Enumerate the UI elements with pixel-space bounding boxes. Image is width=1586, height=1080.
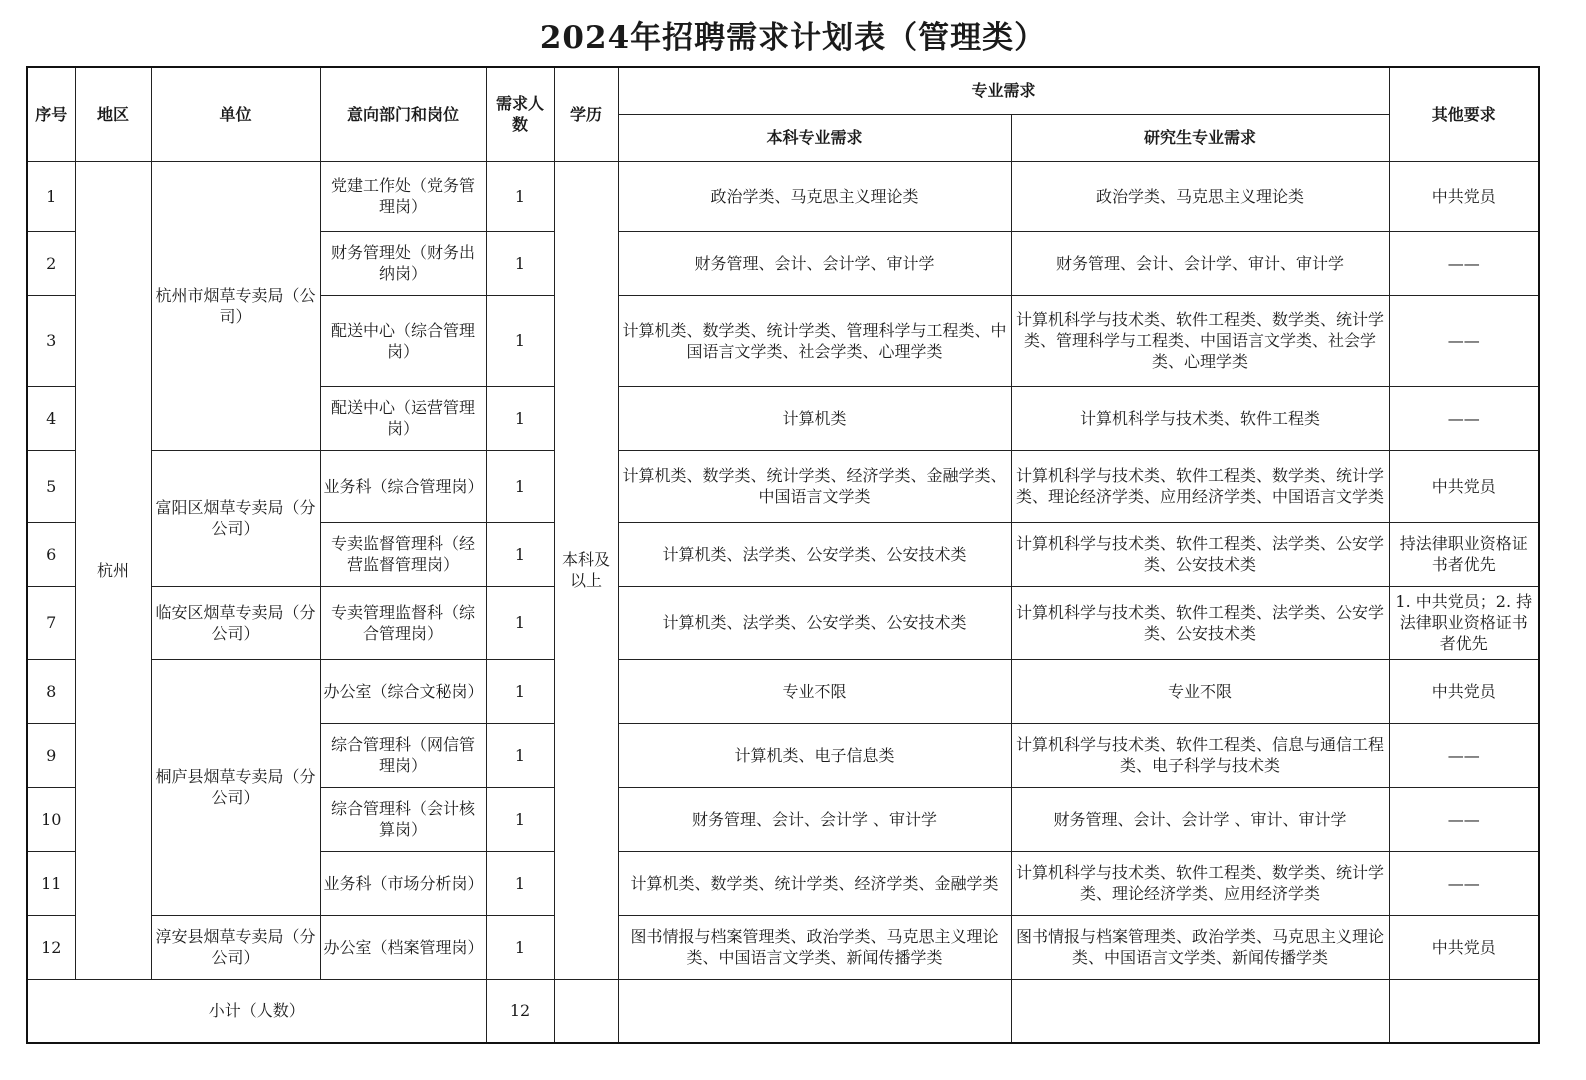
count-cell: 1 xyxy=(486,787,554,851)
undergrad-cell: 计算机类、数学类、统计学类、经济学类、金融学类 xyxy=(618,851,1011,915)
other-cell: 中共党员 xyxy=(1389,450,1539,522)
table-row xyxy=(27,659,1539,723)
grad-cell: 图书情报与档案管理类、政治学类、马克思主义理论类、中国语言文学类、新闻传播学类 xyxy=(1011,915,1389,979)
dept-cell: 财务管理处（财务出纳岗） xyxy=(320,231,486,295)
seq-cell: 8 xyxy=(27,659,75,723)
unit-cell: 淳安县烟草专卖局（分公司） xyxy=(151,915,320,979)
count-cell: 1 xyxy=(486,659,554,723)
other-cell: —— xyxy=(1389,231,1539,295)
dept-cell: 专卖监督管理科（经营监督管理岗） xyxy=(320,522,486,586)
header-region: 地区 xyxy=(75,67,151,161)
unit-cell: 桐庐县烟草专卖局（分公司） xyxy=(151,659,320,915)
seq-cell: 7 xyxy=(27,586,75,659)
seq-cell: 2 xyxy=(27,231,75,295)
table-row xyxy=(27,450,1539,522)
other-cell: —— xyxy=(1389,723,1539,787)
other-cell: —— xyxy=(1389,851,1539,915)
dept-cell: 综合管理科（会计核算岗） xyxy=(320,787,486,851)
dept-cell: 办公室（综合文秘岗） xyxy=(320,659,486,723)
header-undergrad: 本科专业需求 xyxy=(618,114,1011,161)
seq-cell: 6 xyxy=(27,522,75,586)
other-cell: 中共党员 xyxy=(1389,161,1539,231)
table-row xyxy=(27,915,1539,979)
subtotal-value: 12 xyxy=(486,979,554,1043)
count-cell: 1 xyxy=(486,386,554,450)
undergrad-cell: 计算机类 xyxy=(618,386,1011,450)
empty-cell xyxy=(1011,979,1389,1043)
other-cell: 中共党员 xyxy=(1389,915,1539,979)
other-cell: 中共党员 xyxy=(1389,659,1539,723)
grad-cell: 计算机科学与技术类、软件工程类、法学类、公安学类、公安技术类 xyxy=(1011,522,1389,586)
dept-cell: 党建工作处（党务管理岗） xyxy=(320,161,486,231)
table-row xyxy=(27,586,1539,659)
recruitment-table xyxy=(26,66,1540,1044)
header-other: 其他要求 xyxy=(1389,67,1539,161)
subtotal-row xyxy=(27,979,1539,1043)
header-major: 专业需求 xyxy=(618,67,1389,114)
grad-cell: 计算机科学与技术类、软件工程类 xyxy=(1011,386,1389,450)
dept-cell: 配送中心（运营管理岗） xyxy=(320,386,486,450)
grad-cell: 政治学类、马克思主义理论类 xyxy=(1011,161,1389,231)
region-cell: 杭州 xyxy=(75,161,151,979)
seq-cell: 4 xyxy=(27,386,75,450)
undergrad-cell: 专业不限 xyxy=(618,659,1011,723)
count-cell: 1 xyxy=(486,295,554,386)
dept-cell: 业务科（综合管理岗） xyxy=(320,450,486,522)
other-cell: —— xyxy=(1389,787,1539,851)
header-dept: 意向部门和岗位 xyxy=(320,67,486,161)
undergrad-cell: 政治学类、马克思主义理论类 xyxy=(618,161,1011,231)
undergrad-cell: 计算机类、法学类、公安学类、公安技术类 xyxy=(618,522,1011,586)
header-edu: 学历 xyxy=(554,67,618,161)
dept-cell: 专卖管理监督科（综合管理岗） xyxy=(320,586,486,659)
subtotal-label: 小计（人数） xyxy=(27,979,486,1043)
other-cell: —— xyxy=(1389,295,1539,386)
count-cell: 1 xyxy=(486,522,554,586)
count-cell: 1 xyxy=(486,450,554,522)
dept-cell: 综合管理科（网信管理岗） xyxy=(320,723,486,787)
unit-cell: 富阳区烟草专卖局（分公司） xyxy=(151,450,320,586)
other-cell: 持法律职业资格证书者优先 xyxy=(1389,522,1539,586)
empty-cell xyxy=(554,979,618,1043)
dept-cell: 业务科（市场分析岗） xyxy=(320,851,486,915)
undergrad-cell: 财务管理、会计、会计学 、审计学 xyxy=(618,787,1011,851)
seq-cell: 12 xyxy=(27,915,75,979)
education-cell: 本科及以上 xyxy=(554,161,618,979)
undergrad-cell: 计算机类、数学类、统计学类、经济学类、金融学类、中国语言文学类 xyxy=(618,450,1011,522)
header-unit: 单位 xyxy=(151,67,320,161)
grad-cell: 计算机科学与技术类、软件工程类、数学类、统计学类、管理科学与工程类、中国语言文学类、社会学类、心理学类 xyxy=(1011,295,1389,386)
undergrad-cell: 图书情报与档案管理类、政治学类、马克思主义理论类、中国语言文学类、新闻传播学类 xyxy=(618,915,1011,979)
other-cell: —— xyxy=(1389,386,1539,450)
dept-cell: 配送中心（综合管理岗） xyxy=(320,295,486,386)
undergrad-cell: 计算机类、数学类、统计学类、管理科学与工程类、中国语言文学类、社会学类、心理学类 xyxy=(618,295,1011,386)
count-cell: 1 xyxy=(486,915,554,979)
count-cell: 1 xyxy=(486,723,554,787)
page-title: 2024年招聘需求计划表（管理类） xyxy=(539,20,1047,56)
header-count: 需求人数 xyxy=(486,67,554,161)
undergrad-cell: 财务管理、会计、会计学、审计学 xyxy=(618,231,1011,295)
empty-cell xyxy=(618,979,1011,1043)
count-cell: 1 xyxy=(486,586,554,659)
grad-cell: 计算机科学与技术类、软件工程类、信息与通信工程类、电子科学与技术类 xyxy=(1011,723,1389,787)
grad-cell: 财务管理、会计、会计学、审计、审计学 xyxy=(1011,231,1389,295)
seq-cell: 9 xyxy=(27,723,75,787)
seq-cell: 5 xyxy=(27,450,75,522)
unit-cell: 杭州市烟草专卖局（公司） xyxy=(151,161,320,450)
grad-cell: 专业不限 xyxy=(1011,659,1389,723)
seq-cell: 10 xyxy=(27,787,75,851)
grad-cell: 计算机科学与技术类、软件工程类、数学类、统计学类、理论经济学类、应用经济学类 xyxy=(1011,851,1389,915)
grad-cell: 计算机科学与技术类、软件工程类、数学类、统计学类、理论经济学类、应用经济学类、中国语言文学类 xyxy=(1011,450,1389,522)
seq-cell: 1 xyxy=(27,161,75,231)
count-cell: 1 xyxy=(486,231,554,295)
seq-cell: 11 xyxy=(27,851,75,915)
table-row xyxy=(27,161,1539,231)
undergrad-cell: 计算机类、电子信息类 xyxy=(618,723,1011,787)
count-cell: 1 xyxy=(486,851,554,915)
undergrad-cell: 计算机类、法学类、公安学类、公安技术类 xyxy=(618,586,1011,659)
other-cell: 1. 中共党员；2. 持法律职业资格证书者优先 xyxy=(1389,586,1539,659)
grad-cell: 财务管理、会计、会计学 、审计、审计学 xyxy=(1011,787,1389,851)
dept-cell: 办公室（档案管理岗） xyxy=(320,915,486,979)
header-seq: 序号 xyxy=(27,67,75,161)
empty-cell xyxy=(1389,979,1539,1043)
unit-cell: 临安区烟草专卖局（分公司） xyxy=(151,586,320,659)
count-cell: 1 xyxy=(486,161,554,231)
seq-cell: 3 xyxy=(27,295,75,386)
grad-cell: 计算机科学与技术类、软件工程类、法学类、公安学类、公安技术类 xyxy=(1011,586,1389,659)
header-grad: 研究生专业需求 xyxy=(1011,114,1389,161)
